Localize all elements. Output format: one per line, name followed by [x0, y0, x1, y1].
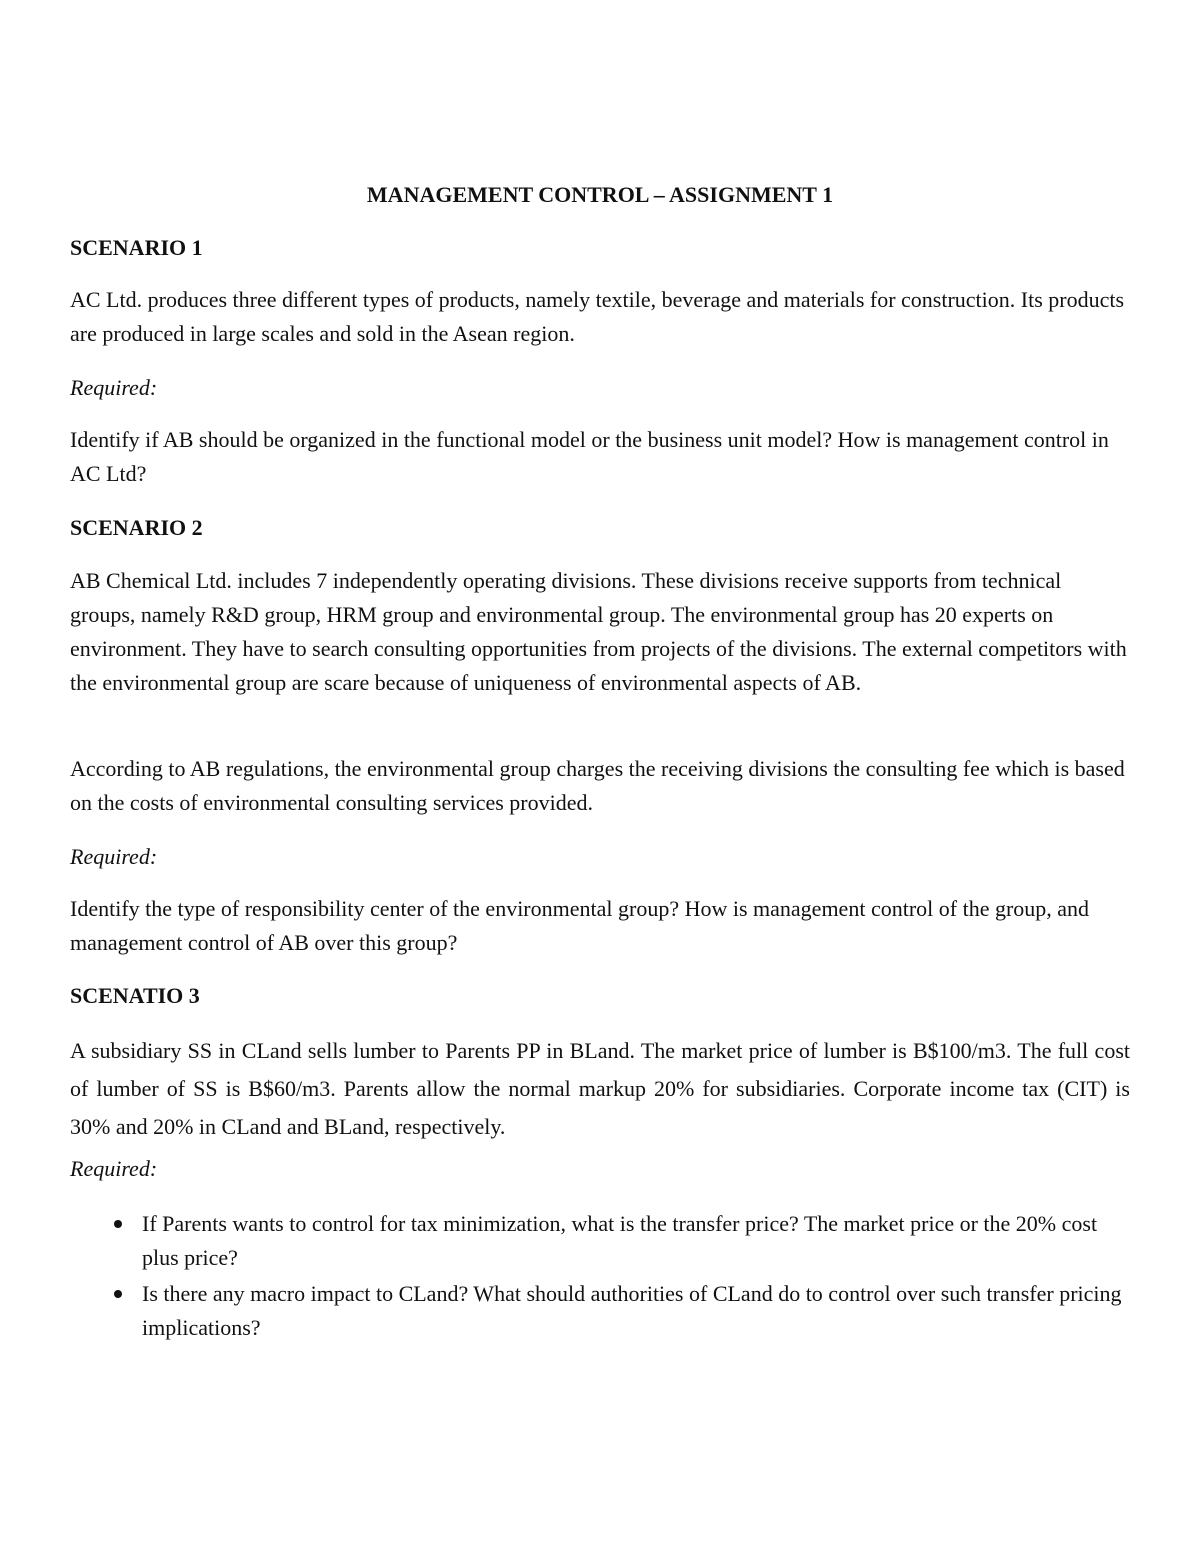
scenario-3-heading: SCENATIO 3 [70, 983, 200, 1008]
scenario-2-heading: SCENARIO 2 [70, 515, 203, 540]
scenario-3-body: A subsidiary SS in CLand sells lumber to Parents PP in BLand. The market price of lumber is B$100/m3. The full cost of lumber of SS is B$60/m3. Parents allow the normal markup 20% for subsidiaries. Corporate income tax (CIT) is 30% and 20% in CLand and BLand, respectively. [70, 1038, 1130, 1139]
scenario-1-body: AC Ltd. produces three different types of products, namely textile, beverage and materials for construction. Its products are produced in large scales and sold in the Asean region. [70, 287, 1125, 346]
scenario-3-required-label: Required: [70, 1156, 158, 1181]
bullet-text: If Parents wants to control for tax minimization, what is the transfer price? The market price or the 20% cost plus price? [142, 1211, 1098, 1270]
scenario-1-required-label: Required: [70, 375, 158, 400]
scenario-1-heading: SCENARIO 1 [70, 235, 203, 260]
bullet-icon [114, 1290, 122, 1298]
bullet-text: Is there any macro impact to CLand? What should authorities of CLand do to control over such transfer pricing implications? [142, 1281, 1122, 1340]
bullet-icon [114, 1220, 122, 1228]
scenario-2-required-label: Required: [70, 844, 158, 869]
list-item [70, 1207, 1130, 1275]
scenario-1-question: Identify if AB should be organized in the functional model or the business unit model? How is management control in AC Ltd? [70, 427, 1109, 486]
scenario-2-body-2: According to AB regulations, the environmental group charges the receiving divisions the consulting fee which is based on the costs of environmental consulting services provided. [70, 756, 1125, 815]
list-item [70, 1277, 1130, 1345]
document-title: MANAGEMENT CONTROL – ASSIGNMENT 1 [366, 182, 834, 207]
scenario-2-body-1: AB Chemical Ltd. includes 7 independently operating divisions. These divisions receive supports from technical groups, namely R&D group, HRM group and environmental group. The environmental group has 20 experts on environment. They have to search consulting opportunities from projects of the divisions. The external competitors with the environmental group are scare because of uniqueness of environmental aspects of AB. [70, 568, 1127, 695]
scenario-3-bullet-list [70, 1207, 1130, 1347]
scenario-2-question: Identify the type of responsibility center of the environmental group? How is management control of the group, and management control of AB over this group? [70, 896, 1090, 955]
